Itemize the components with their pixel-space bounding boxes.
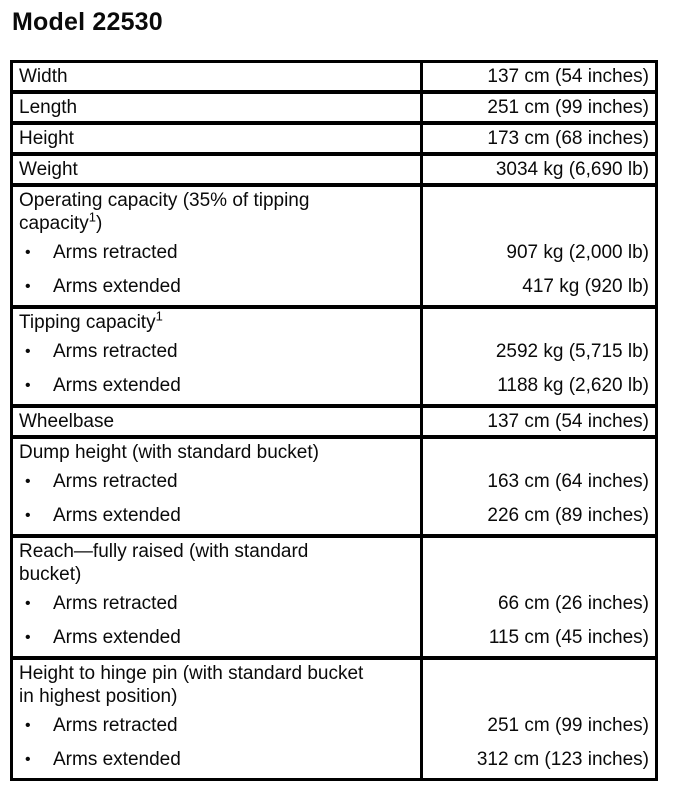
row-label-cell <box>13 309 420 404</box>
value-spacer <box>423 187 655 235</box>
row-label-cell <box>13 538 420 656</box>
bullet-icon: • <box>25 243 31 261</box>
bullet-item <box>13 368 420 402</box>
spec-value: 137 cm (54 inches) <box>487 66 649 87</box>
spec-label: Length <box>19 97 78 118</box>
row-label-cell <box>13 63 420 90</box>
bullet-icon: • <box>25 472 31 490</box>
spec-value: 312 cm (123 inches) <box>476 748 649 770</box>
value-spacer <box>423 309 655 334</box>
spec-group-label: Dump height (with standard bucket) <box>19 442 319 463</box>
spec-value: 251 cm (99 inches) <box>487 714 649 736</box>
spec-label: Wheelbase <box>19 411 115 432</box>
spec-value: 1188 kg (2,620 lb) <box>497 374 649 396</box>
table-row <box>13 121 655 152</box>
bullet-icon: • <box>25 376 31 394</box>
spec-value: 66 cm (26 inches) <box>497 592 649 614</box>
row-value-cell <box>420 408 655 435</box>
value-spacer <box>423 660 655 708</box>
bullet-item <box>13 708 420 742</box>
row-value-cell <box>420 660 655 778</box>
spec-table <box>10 60 658 781</box>
spec-sublabel: Arms extended <box>53 748 181 770</box>
row-label-cell <box>13 94 420 121</box>
row-value-cell <box>420 125 655 152</box>
spec-value: 163 cm (64 inches) <box>487 470 649 492</box>
footnote-superscript: 1 <box>88 209 96 225</box>
spec-group-label: Operating capacity (35% of tipping capacity$^1$) <box>19 190 310 234</box>
bullet-item <box>13 464 420 498</box>
row-value-cell <box>420 63 655 90</box>
table-row <box>13 183 655 305</box>
bullet-item <box>13 586 420 620</box>
table-row <box>13 404 655 435</box>
row-value-cell <box>420 439 655 534</box>
row-value-cell <box>420 94 655 121</box>
table-row <box>13 152 655 183</box>
spec-group-label: Tipping capacity$^1$ <box>19 308 163 333</box>
spec-group-label: Reach—fully raised (with standard bucket) <box>19 541 309 585</box>
spec-sublabel: Arms retracted <box>53 592 178 614</box>
row-value-cell <box>420 538 655 656</box>
bullet-icon: • <box>25 750 31 768</box>
table-row <box>13 63 655 90</box>
spec-sublabel: Arms extended <box>53 374 181 396</box>
row-value-cell <box>420 309 655 404</box>
spec-label: Weight <box>19 159 78 180</box>
row-label-cell <box>13 660 420 778</box>
spec-sublabel: Arms extended <box>53 275 181 297</box>
page-title: Model 22530 <box>12 8 163 36</box>
row-value-cell <box>420 187 655 305</box>
bullet-item <box>13 235 420 269</box>
spec-group-label: Height to hinge pin (with standard bucket in highest position) <box>19 663 364 707</box>
bullet-icon: • <box>25 277 31 295</box>
value-spacer <box>423 538 655 586</box>
bullet-item <box>13 269 420 303</box>
bullet-item <box>13 742 420 776</box>
table-row <box>13 90 655 121</box>
spec-value: 226 cm (89 inches) <box>487 504 649 526</box>
spec-value: 173 cm (68 inches) <box>487 128 649 149</box>
row-label-cell <box>13 408 420 435</box>
spec-value: 251 cm (99 inches) <box>487 97 649 118</box>
spec-value: 115 cm (45 inches) <box>488 626 649 648</box>
bullet-icon: • <box>25 628 31 646</box>
spec-value: 2592 kg (5,715 lb) <box>495 340 649 362</box>
bullet-item <box>13 498 420 532</box>
spec-sublabel: Arms extended <box>53 504 181 526</box>
row-label-cell <box>13 439 420 534</box>
spec-sublabel: Arms retracted <box>53 241 178 263</box>
table-row <box>13 305 655 404</box>
bullet-icon: • <box>25 594 31 612</box>
table-row <box>13 435 655 534</box>
spec-sublabel: Arms retracted <box>53 714 178 736</box>
bullet-icon: • <box>25 506 31 524</box>
spec-sublabel: Arms retracted <box>53 470 178 492</box>
bullet-icon: • <box>25 342 31 360</box>
row-label-cell <box>13 125 420 152</box>
value-spacer <box>423 439 655 464</box>
spec-label: Width <box>19 66 68 87</box>
spec-value: 137 cm (54 inches) <box>487 411 649 432</box>
bullet-item <box>13 334 420 368</box>
bullet-item <box>13 620 420 654</box>
spec-label: Height <box>19 128 74 149</box>
spec-sublabel: Arms extended <box>53 626 181 648</box>
spec-value: 3034 kg (6,690 lb) <box>495 159 649 180</box>
spec-sublabel: Arms retracted <box>53 340 178 362</box>
table-row <box>13 534 655 656</box>
row-value-cell <box>420 156 655 183</box>
spec-value: 417 kg (920 lb) <box>522 275 649 297</box>
row-label-cell <box>13 156 420 183</box>
bullet-icon: • <box>25 716 31 734</box>
spec-value: 907 kg (2,000 lb) <box>506 241 649 263</box>
row-label-cell <box>13 187 420 305</box>
table-row <box>13 656 655 778</box>
footnote-superscript: 1 <box>155 308 163 324</box>
